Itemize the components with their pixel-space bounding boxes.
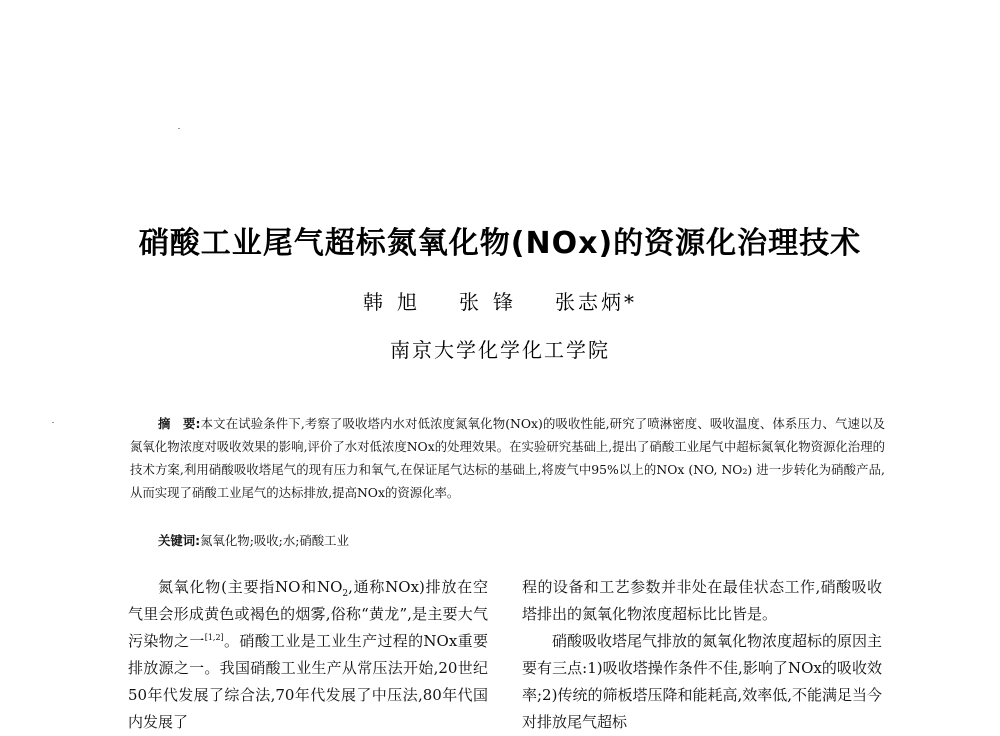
abstract <box>130 412 885 504</box>
citation-ref: [1,2] <box>204 633 224 642</box>
body-column-right <box>522 574 882 736</box>
scan-speck <box>178 128 180 129</box>
abstract-label: 摘 要: <box>158 416 201 431</box>
scan-speck <box>52 422 54 423</box>
body-text: 。硝酸工业是工业生产过程的NOx重要排放源之一。我国硝酸工业生产从常压法开始,20世纪50年代发展了综合法,70年代发展了中压法,80年代国内发展了 <box>128 632 488 731</box>
body-paragraph <box>128 574 488 736</box>
body-text: ,通称NOx)排放在空气里会形成黄色或褐色的烟雾,俗称“黄龙”,是主要大气污染物之一 <box>128 578 488 650</box>
affiliation: 南京大学化学化工学院 <box>390 338 610 362</box>
body-paragraph: 硝酸吸收塔尾气排放的氮氧化物浓度超标的原因主要有三点:1)吸收塔操作条件不佳,影响了NOx的吸收效率;2)传统的筛板塔压降和能耗高,效率低,不能满足当今对排放尾气超标 <box>522 632 883 731</box>
paper-title: 硝酸工业尾气超标氮氧化物(NOx)的资源化治理技术 <box>138 226 862 261</box>
keywords-text: 氮氧化物;吸收;水;硝酸工业 <box>200 533 349 548</box>
body-text: 氮氧化物(主要指NO和NO <box>158 578 343 596</box>
keywords <box>158 531 349 551</box>
body-paragraph: 程的设备和工艺参数并非处在最佳状态工作,硝酸吸收塔排出的氮氧化物浓度超标比比皆是。 <box>522 578 882 623</box>
author-list <box>0 286 1000 315</box>
author-name: 张志炳* <box>555 290 637 314</box>
body-column-left <box>128 574 488 736</box>
author-name: 张锋 <box>459 290 527 314</box>
author-name: 韩旭 <box>363 290 431 314</box>
keywords-label: 关键词: <box>158 533 201 548</box>
abstract-text: 本文在试验条件下,考察了吸收塔内水对低浓度氮氧化物(NOx)的吸收性能,研究了喷淋密度、吸收温度、体系压力、气速以及氮氧化物浓度对吸收效果的影响,评价了水对低浓度NOx的处理效果。在实验研究基础上,提出了硝酸工业尾气中超标氮氧化物资源化治理的技术方案,利用硝酸吸收塔尾气的现有压力和氧气,在保证尾气达标的基础上,将废气中95%以上的NOx (NO, NO₂) 进一步转化为硝酸产品,从而实现了硝酸工业尾气的达标排放,提高NOx的资源化率。 <box>130 416 885 500</box>
subscript: 2 <box>342 589 349 599</box>
